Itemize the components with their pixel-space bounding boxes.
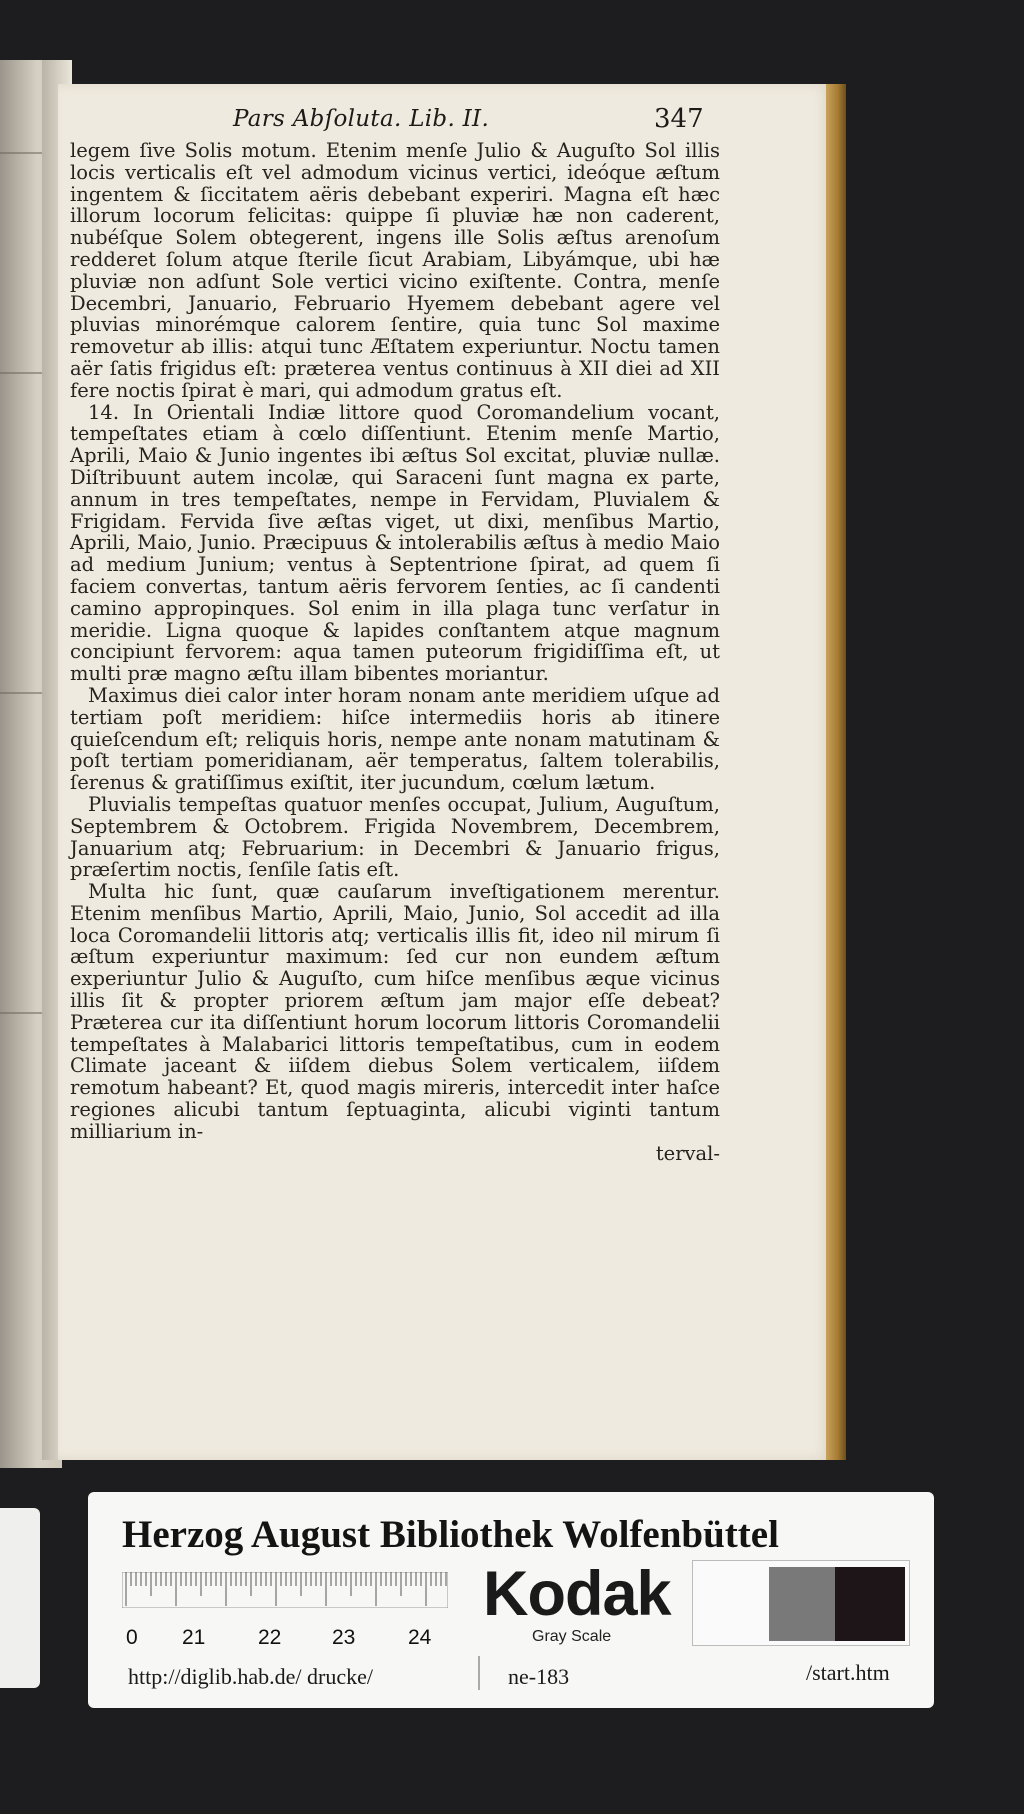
ruler-number: 23	[332, 1626, 356, 1649]
page-body	[70, 140, 720, 1164]
gray-scale-label: Gray Scale	[532, 1628, 612, 1645]
ruler-number: 0	[126, 1626, 138, 1649]
ruler-number: 24	[408, 1626, 432, 1649]
url-divider	[478, 1656, 480, 1690]
url-part-3: /start.htm	[806, 1660, 890, 1685]
running-title: Pars Abſoluta. Lib. II.	[233, 106, 490, 132]
ruler-number: 22	[258, 1626, 282, 1649]
paragraph-1: legem ſive Solis motum. Etenim menſe Julio & Auguſto Sol illis locis verticalis eſt vel admodum vicinus vertici, ideóque æſtum ingentem & ſiccitatem aëris debebant experiri. Magna eſt hæc illorum locorum felicitas: quippe ſi pluviæ hæ non caderent, nubéſque Solem obtegerent, ingens ille Solis æſtus arenoſum redderet ſolum atque ſterile ſicut Arabiam, Libyámque, ubi hæ pluviæ non adſunt Sole vertici vicino exiſtente. Contra, menſe Decembri, Januario, Februario Hyemem debebant agere vel pluvias minorémque calorem ſentire, quia tunc Sol maxime removetur ab illis: atqui tunc Æſtatem experiuntur. Noctu tamen aër ſatis frigidus eſt: præterea ventus continuus à XII diei ad XII fere noctis ſpirat è mari, qui admodum gratus eſt.	[70, 139, 720, 402]
page-edge	[826, 84, 846, 1460]
kodak-logo: Kodak	[483, 1559, 671, 1629]
ruler-number: 21	[182, 1626, 206, 1649]
partial-card-left	[0, 1508, 40, 1688]
gray-swatch	[769, 1567, 835, 1641]
color-target-card	[88, 1492, 934, 1708]
catchword: terval-	[655, 1141, 720, 1165]
measurement-ruler	[122, 1572, 448, 1608]
paragraph-2: 14. In Orientali Indiæ littore quod Coromandelium vocant, tempeſtates etiam à cœlo diſſentiunt. Etenim menſe Martio, Aprili, Maio & Junio ingentes ibi æſtus Sol excitat, pluviæ nullæ. Diſtribuunt autem incolæ, qui Saraceni ſunt magna ex parte, annum in tres tempeſtates, nempe in Fervidam, Pluvialem & Frigidam. Fervida ſive æſtas viget, ut dixi, menſibus Martio, Aprili, Maio, Junio. Præcipuus & intolerabilis æſtus à medio Maio ad medium Junium; ventus à Septentrione ſpirat, ad quem ſi faciem convertas, tantum aëris fervorem ſenties, ac ſi candenti camino appropinques. Sol enim in illa plaga tunc verſatur in meridie. Ligna quoque & lapides conſtantem atque magnum concipiunt fervorem: aqua tamen puteorum frigidiſſima eſt, ut multi præ magno æſtu illam bibentes moriantur.	[70, 400, 720, 686]
paragraph-3: Maximus diei calor inter horam nonam ante meridiem uſque ad tertiam poſt meridiem: hiſce intermediis horis ab itinere quieſcendum eſt; reliquis horis, nempe ante nonam matutinam & poſt tertiam pomeridianam, aër temperatus, ſaltem tolerabilis, ſerenus & gratiſſimus exiſtit, iter jucundum, cœlum lætum.	[70, 683, 720, 795]
gray-scale-swatches	[692, 1560, 910, 1646]
library-name: Herzog August Bibliothek Wolfenbüttel	[122, 1513, 779, 1556]
paragraph-4: Pluvialis tempeſtas quatuor menſes occupat, Julium, Auguſtum, Septembrem & Octobrem. Frigida Novembrem, Decembrem, Januarium atq; Februarium: in Decembri & Januario frigus, præſertim noctis, ſenſile ſatis eſt.	[70, 792, 720, 882]
page-number: 347	[654, 104, 704, 134]
url-part-1: http://diglib.hab.de/ drucke/	[128, 1664, 374, 1689]
black-swatch	[835, 1567, 905, 1641]
paragraph-5: Multa hic ſunt, quæ cauſarum inveſtigationem merentur. Etenim menſibus Martio, Aprili, Maio, Junio, Sol accedit ad illa loca Coromandelii littoris atq; verticalis illis fit, ideo nil mirum ſi æſtum experiuntur maximum: ſed cur non eundem æſtum experiuntur Julio & Auguſto, cum hiſce menſibus æque vicinus illis ſit & propter priorem æſtum jam major eſſe debeat? Præterea cur ita diſſentiunt horum locorum littoris Coromandelii tempeſtates à Malabarici littoris tempeſtatibus, cum in eodem Climate jaceant & iiſdem diebus Solem verticalem, iiſdem remotum habeant? Et, quod magis mireris, intercedit inter haſce regiones alicubi tantum ſeptuaginta, alicubi viginti tantum milliarium in-	[70, 880, 720, 1143]
url-part-2: ne-183	[508, 1664, 570, 1689]
